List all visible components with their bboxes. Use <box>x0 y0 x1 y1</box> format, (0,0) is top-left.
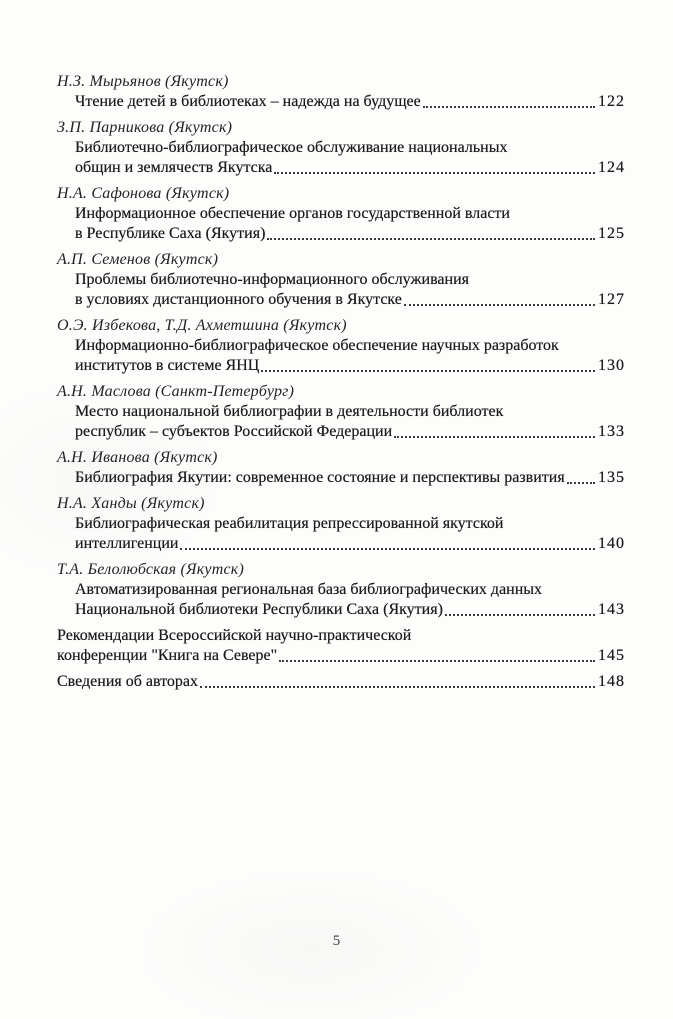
toc-entry <box>57 672 625 692</box>
toc-entry-title <box>75 402 625 442</box>
toc-entry <box>57 626 625 666</box>
toc-entry-title-text: Рекомендации Всероссийской научно-практической <box>57 627 412 644</box>
toc-entry <box>57 448 625 488</box>
toc-entry-author: А.Н. Маслова (Санкт-Петербург) <box>57 383 295 400</box>
toc-entry-title <box>75 270 625 310</box>
toc-entry-title-text: Информационное обеспечение органов государственной власти <box>75 205 510 222</box>
toc-entry-page-number: 145 <box>598 647 625 664</box>
dot-leader <box>404 304 595 306</box>
dot-leader <box>567 482 595 484</box>
dot-leader <box>267 238 595 240</box>
toc-entry-page-number: 122 <box>598 93 625 110</box>
toc-entry-title-text: Чтение детей в библиотеках – надежда на будущее <box>75 93 421 110</box>
toc-entry-title-text: Библиотечно-библиографическое обслуживание национальных <box>75 139 508 156</box>
toc-entry <box>57 560 625 620</box>
toc-entry-title <box>75 514 625 554</box>
toc-entry-title <box>57 672 625 692</box>
dot-leader <box>200 686 595 688</box>
page-number: 5 <box>332 933 341 949</box>
toc-entry-title-text: республик – субъектов Российской Федерации <box>75 423 393 440</box>
dot-leader <box>180 548 595 550</box>
toc-entry-title-text: Информационно-библиографическое обеспечение научных разработок <box>75 337 559 354</box>
toc-entry-author: Н.З. Мырьянов (Якутск) <box>57 73 229 90</box>
toc-entry-title-text: Библиографическая реабилитация репрессированной якутской <box>75 515 504 532</box>
toc-entry-title-text: конференции "Книга на Севере" <box>57 647 278 664</box>
toc-entry-page-number: 124 <box>598 159 625 176</box>
toc-entry-title-text: Автоматизированная региональная база библиографических данных <box>75 581 543 598</box>
toc-entry-title-text: Национальной библиотеки Республики Саха (Якутия) <box>75 601 443 618</box>
toc-entry-title <box>57 626 625 666</box>
toc-entry-page-number: 135 <box>598 469 625 486</box>
toc-entry-author: О.Э. Избекова, Т.Д. Ахметшина (Якутск) <box>57 317 347 334</box>
toc-entry <box>57 250 625 310</box>
toc-entry-title-text: Проблемы библиотечно-информационного обслуживания <box>75 271 470 288</box>
toc-entry-title-text: в Республике Саха (Якутия) <box>75 225 266 242</box>
toc-entry <box>57 72 625 112</box>
toc-entry-title-text: институтов в системе ЯНЦ <box>75 357 260 374</box>
toc-entry-author: А.Н. Иванова (Якутск) <box>57 449 218 466</box>
toc-entry-title-text: в условиях дистанционного обучения в Якутске <box>75 291 402 308</box>
toc-entry-page-number: 143 <box>598 601 625 618</box>
toc-entry-title <box>75 336 625 376</box>
toc-entry <box>57 382 625 442</box>
dot-leader <box>261 370 595 372</box>
toc-entry-title-text: Место национальной библиографии в деятельности библиотек <box>75 403 504 420</box>
toc-entry-title <box>75 204 625 244</box>
toc-entry <box>57 184 625 244</box>
dot-leader <box>445 614 595 616</box>
toc-entry-page-number: 130 <box>598 357 625 374</box>
toc-entry-title <box>75 138 625 178</box>
dot-leader <box>394 436 595 438</box>
table-of-contents <box>57 72 625 698</box>
toc-entry-author: Н.А. Сафонова (Якутск) <box>57 185 230 202</box>
toc-entry-author: Н.А. Ханды (Якутск) <box>57 495 205 512</box>
dot-leader <box>423 106 595 108</box>
toc-entry <box>57 118 625 178</box>
toc-entry-author: Т.А. Белолюбская (Якутск) <box>57 561 244 578</box>
toc-entry-author: А.П. Семенов (Якутск) <box>57 251 219 268</box>
toc-entry <box>57 494 625 554</box>
toc-entry-page-number: 125 <box>598 225 625 242</box>
dot-leader <box>279 660 595 662</box>
toc-entry-author: З.П. Парникова (Якутск) <box>57 119 233 136</box>
toc-entry-title-text: общин и землячеств Якутска <box>75 159 273 176</box>
toc-entry-page-number: 148 <box>598 673 625 690</box>
dot-leader <box>274 172 595 174</box>
toc-entry-title-text: Сведения об авторах <box>57 673 199 690</box>
toc-entry-title-text: Библиография Якутии: современное состояние и перспективы развития <box>75 469 565 486</box>
toc-entry <box>57 316 625 376</box>
toc-entry-title <box>75 580 625 620</box>
toc-entry-title <box>75 468 625 488</box>
toc-entry-page-number: 133 <box>598 423 625 440</box>
toc-entry-title <box>75 92 625 112</box>
toc-entry-page-number: 140 <box>598 535 625 552</box>
toc-entry-page-number: 127 <box>598 291 625 308</box>
toc-entry-title-text: интеллигенции <box>75 535 179 552</box>
